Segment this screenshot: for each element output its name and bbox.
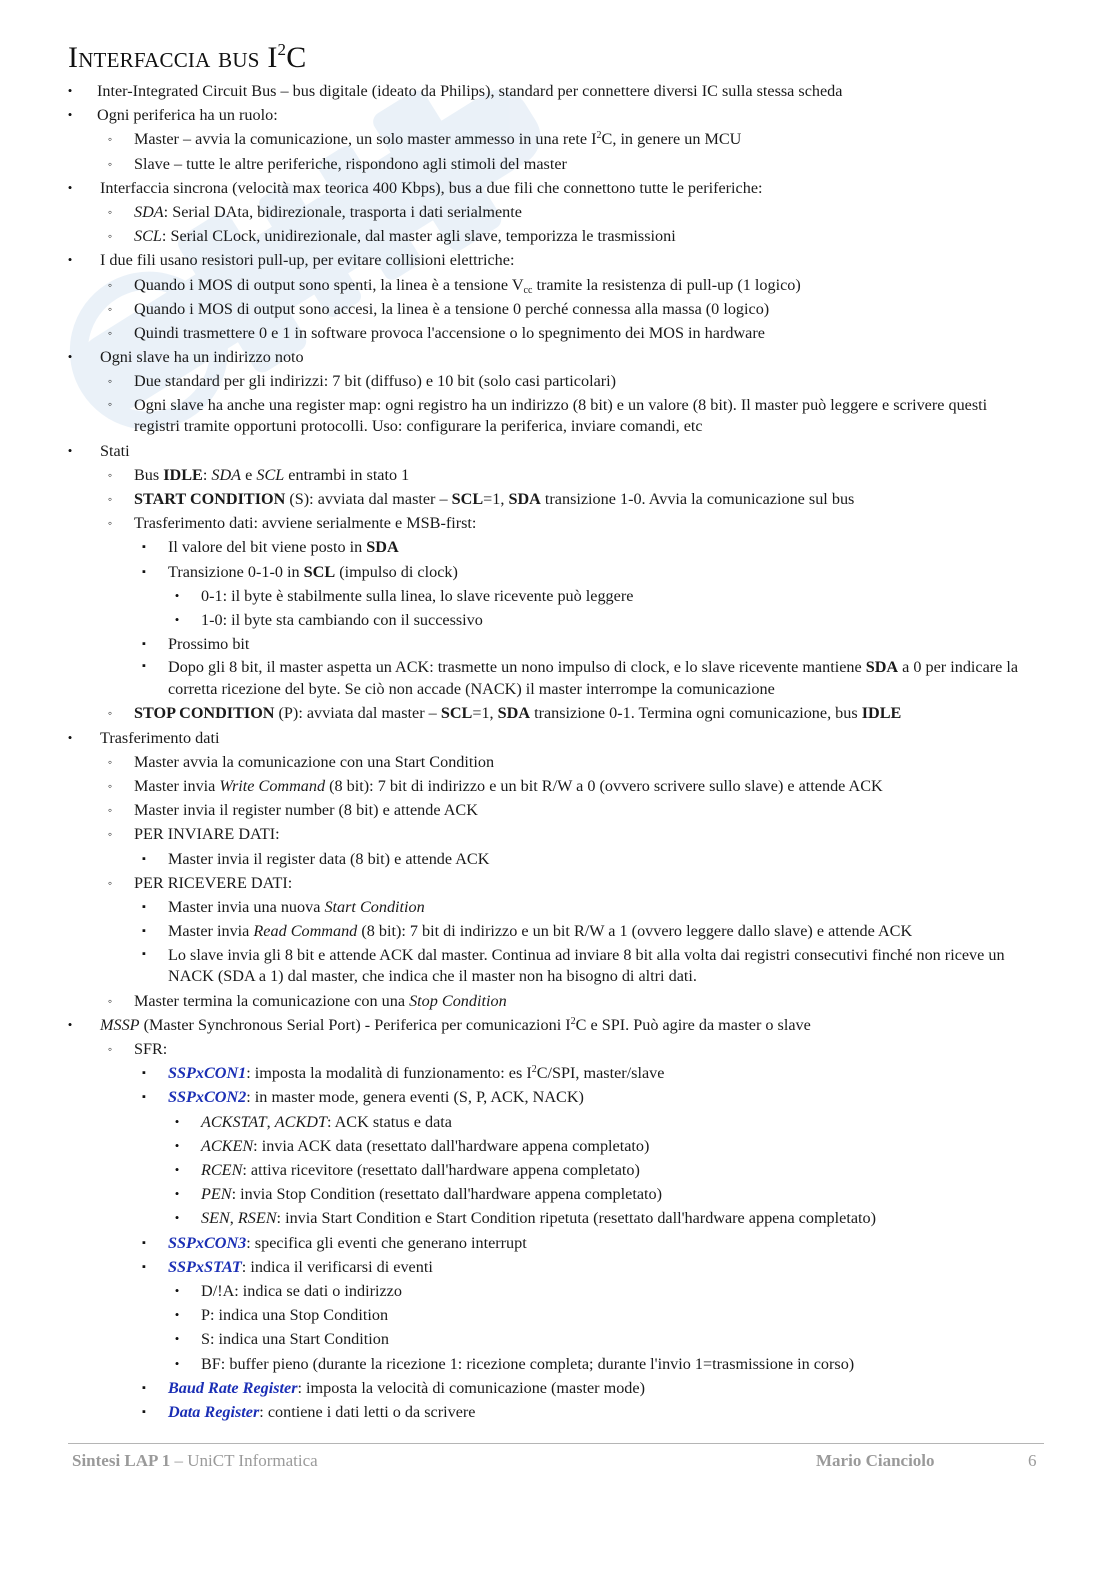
list-item-text: Prossimo bit <box>168 635 250 654</box>
bullet-marker: ◦ <box>107 779 113 794</box>
list-item-text: Master termina la comunicazione con una Stop Condition <box>134 991 507 1010</box>
bullet-marker: ▪ <box>142 901 146 914</box>
list-item <box>0 345 1116 369</box>
list-item-text: Master invia una nuova Start Condition <box>168 898 425 917</box>
list-item-text: Baud Rate Register: imposta la velocità di comunicazione (master mode) <box>168 1378 645 1397</box>
list-item-text: ACKEN: invia ACK data (resettato dall'hardware appena completato) <box>201 1136 650 1155</box>
register-name: SSPxCON1 <box>168 1064 247 1083</box>
list-item <box>0 701 1116 725</box>
list-item <box>0 1279 1116 1303</box>
bullet-marker: ◦ <box>107 156 113 171</box>
list-item-text: Trasferimento dati <box>100 728 220 747</box>
bullet-marker: ◦ <box>107 1041 113 1056</box>
list-item-text: SEN, RSEN: invia Start Condition e Start Condition ripetuta (resettato dall'hardware appena completato) <box>201 1209 876 1228</box>
list-item <box>0 248 1116 272</box>
page-number: 6 <box>1028 1451 1037 1470</box>
bullet-marker: ▪ <box>142 541 146 554</box>
list-item-text: S: indica una Start Condition <box>201 1330 389 1349</box>
list-item-text: Quando i MOS di output sono accesi, la linea è a tensione 0 perché connessa alla massa (0 logico) <box>134 299 770 318</box>
list-item-text: D/!A: indica se dati o indirizzo <box>201 1281 402 1300</box>
list-item-text: Lo slave invia gli 8 bit e attende ACK dal master. Continua ad inviare 8 bit alla volta dai registri consecutivi finché non riceve un NACK (SDA a 1) dal master, che indica che il master non ha bisogno di altri dati. <box>168 945 1005 985</box>
list-item-text: SCL: Serial CLock, unidirezionale, dal master agli slave, temporizza le trasmissioni <box>134 227 676 246</box>
list-item-text: STOP CONDITION (P): avviata dal master – SCL=1, SDA transizione 0-1. Termina ogni comunicazione, bus IDLE <box>134 704 902 723</box>
list-item-text: Quindi trasmettere 0 e 1 in software provoca l'accensione o lo spegnimento dei MOS in hardware <box>134 324 765 343</box>
list-item <box>0 321 1116 345</box>
list-item <box>0 273 1116 297</box>
list-item <box>0 726 1116 750</box>
bullet-marker: ▪ <box>142 1091 146 1104</box>
list-item-text: PER RICEVERE DATI: <box>134 873 293 892</box>
bullet-marker: • <box>67 252 73 268</box>
list-item-text: Transizione 0-1-0 in SCL (impulso di clock) <box>168 562 458 581</box>
bullet-marker: ▪ <box>142 638 146 651</box>
list-item-text: BF: buffer pieno (durante la ricezione 1: ricezione completa; durante l'invio 1=trasmissione in corso) <box>201 1354 855 1373</box>
list-item <box>0 989 1116 1013</box>
bullet-marker: • <box>67 729 73 745</box>
list-item-text: Due standard per gli indirizzi: 7 bit (diffuso) e 10 bit (solo casi particolari) <box>134 372 617 391</box>
bullet-marker: • <box>174 612 180 628</box>
bullet-marker: ▪ <box>142 565 146 578</box>
list-item <box>0 584 1116 608</box>
list-item <box>0 919 1116 943</box>
list-item-text: Ogni slave ha un indirizzo noto <box>100 348 304 367</box>
list-item <box>0 1303 1116 1327</box>
bullet-marker: ◦ <box>107 301 113 316</box>
list-item-text: P: indica una Stop Condition <box>201 1306 389 1325</box>
list-item <box>0 1061 1116 1085</box>
list-item-text: Trasferimento dati: avviene serialmente e MSB-first: <box>134 514 477 533</box>
list-item-text: PEN: invia Stop Condition (resettato dall'hardware appena completato) <box>201 1185 662 1204</box>
register-name: Data Register <box>168 1402 260 1421</box>
bullet-marker: ◦ <box>107 803 113 818</box>
list-item-text: 0-1: il byte è stabilmente sulla linea, lo slave ricevente può leggere <box>201 586 634 605</box>
bullet-marker: ◦ <box>107 827 113 842</box>
list-item <box>0 200 1116 224</box>
bullet-marker: • <box>174 1137 180 1153</box>
list-item-text: Master – avvia la comunicazione, un solo master ammesso in una rete $I^2C$, in genere un MCU <box>134 130 742 149</box>
list-item <box>0 1158 1116 1182</box>
bullet-marker: ▪ <box>142 925 146 938</box>
list-item-text: Quando i MOS di output sono spenti, la linea è a tensione $V_{cc}$ tramite la resistenza di pull-up (1 logico) <box>134 275 801 296</box>
list-item <box>0 487 1116 511</box>
list-item-text: SSPxCON1: imposta la modalità di funzionamento: es $I^2C$/SPI, master/slave <box>168 1064 665 1083</box>
list-item-text: Ogni slave ha anche una register map: ogni registro ha un indirizzo (8 bit) e un valore (8 bit). Il master può leggere e scrivere questi registri tramite opportuni protocolli. Uso: configurare la periferica, inviare comandi, etc <box>134 395 988 436</box>
list-item <box>0 176 1116 200</box>
list-item <box>0 847 1116 871</box>
bullet-marker: ◦ <box>107 754 113 769</box>
bullet-marker: ◦ <box>107 205 113 220</box>
list-item-text: Interfaccia sincrona (velocità max teorica 400 Kbps), bus a due fili che connettono tutte le periferiche: <box>100 178 763 197</box>
bullet-marker: • <box>174 1331 180 1347</box>
bullet-marker: ◦ <box>107 993 113 1008</box>
list-item <box>0 394 1116 439</box>
list-item <box>0 152 1116 176</box>
bullet-marker: • <box>67 442 73 458</box>
bullet-marker: ◦ <box>107 516 113 531</box>
list-item-text: MSSP (Master Synchronous Serial Port) - Periferica per comunicazioni $I^2C$ e SPI. Può agire da master o slave <box>100 1015 811 1034</box>
bullet-marker: • <box>174 1210 180 1226</box>
list-item-text: Ogni periferica ha un ruolo: <box>97 106 278 125</box>
bullet-marker: ▪ <box>142 1236 146 1249</box>
list-item <box>0 79 1116 103</box>
list-item-text: Il valore del bit viene posto in SDA <box>168 538 399 557</box>
bullet-marker: ◦ <box>107 374 113 389</box>
bullet-marker: • <box>174 587 180 603</box>
list-item-text: Master invia Write Command (8 bit): 7 bit di indirizzo e un bit R/W a 0 (ovvero scrivere sullo slave) e attende ACK <box>134 777 883 796</box>
list-item-text: SSPxCON3: specifica gli eventi che generano interrupt <box>168 1233 527 1252</box>
list-item-text: SDA: Serial DAta, bidirezionale, trasporta i dati serialmente <box>134 203 522 222</box>
list-item <box>0 1013 1116 1037</box>
bullet-marker: ◦ <box>107 396 113 411</box>
bullet-marker: • <box>174 1113 180 1129</box>
list-item <box>0 1085 1116 1109</box>
list-item <box>0 1206 1116 1230</box>
register-name: Baud Rate Register <box>168 1378 298 1397</box>
list-item-text: PER INVIARE DATI: <box>134 825 280 844</box>
list-item <box>0 127 1116 151</box>
bullet-marker: • <box>67 179 73 195</box>
list-item <box>0 535 1116 559</box>
list-item <box>0 632 1116 656</box>
list-item-text: ACKSTAT, ACKDT: ACK status e data <box>201 1112 452 1131</box>
list-item-text: SSPxCON2: in master mode, genera eventi (S, P, ACK, NACK) <box>168 1088 584 1107</box>
register-name: SSPxCON3 <box>168 1233 247 1252</box>
list-item <box>0 871 1116 895</box>
list-item <box>0 1352 1116 1376</box>
list-item <box>0 895 1116 919</box>
list-item-text: Master invia Read Command (8 bit): 7 bit di indirizzo e un bit R/W a 1 (ovvero leggere dallo slave) e attende ACK <box>168 922 913 941</box>
page-title: Interfaccia bus $I^2C$ <box>68 40 307 74</box>
list-item <box>0 297 1116 321</box>
list-item <box>0 103 1116 127</box>
list-item <box>0 1182 1116 1206</box>
bullet-list <box>0 79 1116 1424</box>
bullet-marker: ◦ <box>107 326 113 341</box>
list-item-text: Data Register: contiene i dati letti o da scrivere <box>168 1402 476 1421</box>
list-item <box>0 369 1116 393</box>
bullet-marker: ▪ <box>142 660 146 673</box>
bullet-marker: ◦ <box>107 875 113 890</box>
list-item <box>0 1037 1116 1061</box>
bullet-marker: ◦ <box>107 277 113 292</box>
list-item-text: I due fili usano resistori pull-up, per evitare collisioni elettriche: <box>100 251 515 270</box>
list-item-text: Inter-Integrated Circuit Bus – bus digitale (ideato da Philips), standard per connettere diversi IC sulla stessa scheda <box>97 82 843 100</box>
list-item <box>0 463 1116 487</box>
list-item <box>0 798 1116 822</box>
bullet-marker: ▪ <box>142 947 146 960</box>
footer-author: Mario Cianciolo <box>816 1451 935 1470</box>
bullet-marker: • <box>67 349 73 365</box>
list-item <box>0 560 1116 584</box>
list-item <box>0 1327 1116 1351</box>
list-item-text: Stati <box>100 441 130 460</box>
bullet-marker: ◦ <box>107 706 113 721</box>
list-item-text: START CONDITION (S): avviata dal master – SCL=1, SDA transizione 1-0. Avvia la comunicazione sul bus <box>134 490 855 509</box>
bullet-marker: • <box>67 1016 73 1032</box>
bullet-marker: • <box>174 1355 180 1371</box>
list-item-text: Slave – tutte le altre periferiche, rispondono agli stimoli del master <box>134 154 567 173</box>
list-item <box>0 656 1116 701</box>
list-item <box>0 1255 1116 1279</box>
register-name: SSPxCON2 <box>168 1088 247 1107</box>
bullet-marker: ▪ <box>142 1405 146 1418</box>
list-item <box>0 1376 1116 1400</box>
bullet-marker: ◦ <box>107 132 113 147</box>
list-item <box>0 1400 1116 1424</box>
bullet-marker: ◦ <box>107 467 113 482</box>
bullet-marker: • <box>67 83 73 98</box>
list-item <box>0 1110 1116 1134</box>
bullet-marker: • <box>174 1161 180 1177</box>
list-item-text: SFR: <box>134 1039 168 1058</box>
list-item-text: Master invia il register data (8 bit) e attende ACK <box>168 849 490 868</box>
bullet-marker: ▪ <box>142 852 146 865</box>
list-item <box>0 1134 1116 1158</box>
list-item-text: Dopo gli 8 bit, il master aspetta un ACK: trasmette un nono impulso di clock, e lo slave ricevente mantiene SDA a 0 per indicare la corretta ricezione del byte. Se ciò non accade (NACK) il master interrompe la comunicazione <box>168 658 1019 698</box>
list-item <box>0 774 1116 798</box>
bullet-marker: ▪ <box>142 1260 146 1273</box>
bullet-marker: ◦ <box>107 492 113 507</box>
list-item <box>0 1231 1116 1255</box>
list-item <box>0 439 1116 463</box>
list-item <box>0 224 1116 248</box>
list-item <box>0 511 1116 535</box>
footer-divider <box>68 1443 1044 1444</box>
bullet-marker: • <box>67 107 73 123</box>
list-item-text: Master invia il register number (8 bit) e attende ACK <box>134 801 478 820</box>
list-item-text: 1-0: il byte sta cambiando con il successivo <box>201 611 483 630</box>
list-item-text: SSPxSTAT: indica il verificarsi di eventi <box>168 1257 433 1276</box>
list-item <box>0 944 1116 989</box>
list-item <box>0 822 1116 846</box>
bullet-marker: ◦ <box>107 229 113 244</box>
bullet-marker: ▪ <box>142 1067 146 1080</box>
bullet-marker: ▪ <box>142 1381 146 1394</box>
list-item-text: Master avvia la comunicazione con una Start Condition <box>134 752 495 771</box>
footer-course: Sintesi LAP 1 – UniCT Informatica <box>72 1451 318 1470</box>
list-item-text: Bus IDLE: SDA e SCL entrambi in stato 1 <box>134 465 410 484</box>
bullet-marker: • <box>174 1282 180 1298</box>
list-item <box>0 608 1116 632</box>
list-item <box>0 750 1116 774</box>
register-name: SSPxSTAT <box>168 1257 242 1276</box>
bullet-marker: • <box>174 1186 180 1202</box>
list-item-text: RCEN: attiva ricevitore (resettato dall'hardware appena completato) <box>201 1160 640 1179</box>
bullet-marker: • <box>174 1307 180 1323</box>
